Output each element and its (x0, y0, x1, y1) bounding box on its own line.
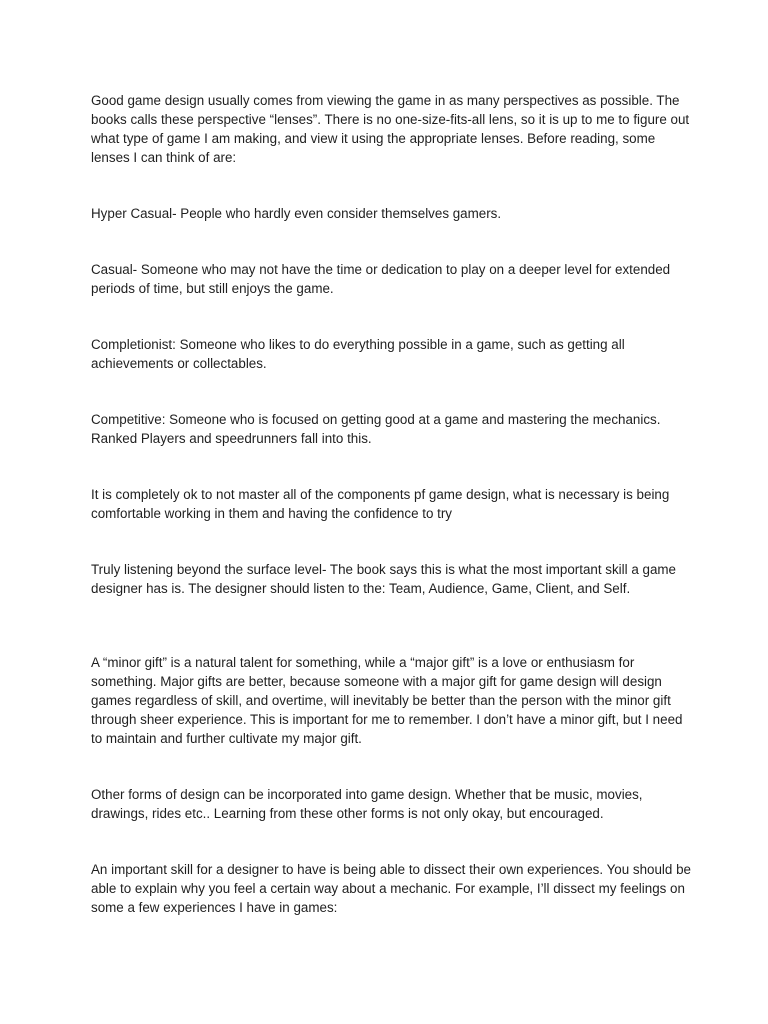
paragraph-listening: Truly listening beyond the surface level- The book says this is what the most important skill a game designer has is. The designer should listen to the: Team, Audience, Game, Client, and Self. (91, 562, 676, 596)
paragraph-casual: Casual- Someone who may not have the time or dedication to play on a deeper level for extended periods of time, but still enjoys the game. (91, 262, 671, 296)
paragraph-lenses-intro: Good game design usually comes from viewing the game in as many perspectives as possible. The books calls these perspective “lenses”. There is no one-size-fits-all lens, so it is up to me to figure out what type of game I am making, and view it using the appropriate lenses. Before reading, some lenses I can think of are: (91, 93, 690, 165)
paragraph-gifts: A “minor gift” is a natural talent for something, while a “major gift” is a love or enthusiasm for something. Major gifts are better, because someone with a major gift for game design will design games regardless of skill, and overtime, will inevitably be better than the person with the minor gift through sheer experience. This is important for me to remember. I don’t have a minor gift, but I need to maintain and further cultivate my major gift. (91, 655, 683, 746)
paragraph-other-forms: Other forms of design can be incorporated into game design. Whether that be music, movies, drawings, rides etc.. Learning from these other forms is not only okay, but encouraged. (91, 787, 643, 821)
paragraph-mastery: It is completely ok to not master all of the components pf game design, what is necessary is being comfortable working in them and having the confidence to try (91, 487, 670, 521)
paragraph-competitive: Competitive: Someone who is focused on getting good at a game and mastering the mechanics. Ranked Players and speedrunners fall into this. (91, 412, 661, 446)
paragraph-completionist: Completionist: Someone who likes to do everything possible in a game, such as getting all achievements or collectables. (91, 337, 625, 371)
paragraph-hyper-casual: Hyper Casual- People who hardly even consider themselves gamers. (91, 206, 502, 221)
paragraph-dissect-experiences: An important skill for a designer to have is being able to dissect their own experiences. You should be able to explain why you feel a certain way about a mechanic. For example, I’ll dissect my feelings on some a few experiences I have in games: (91, 862, 691, 915)
